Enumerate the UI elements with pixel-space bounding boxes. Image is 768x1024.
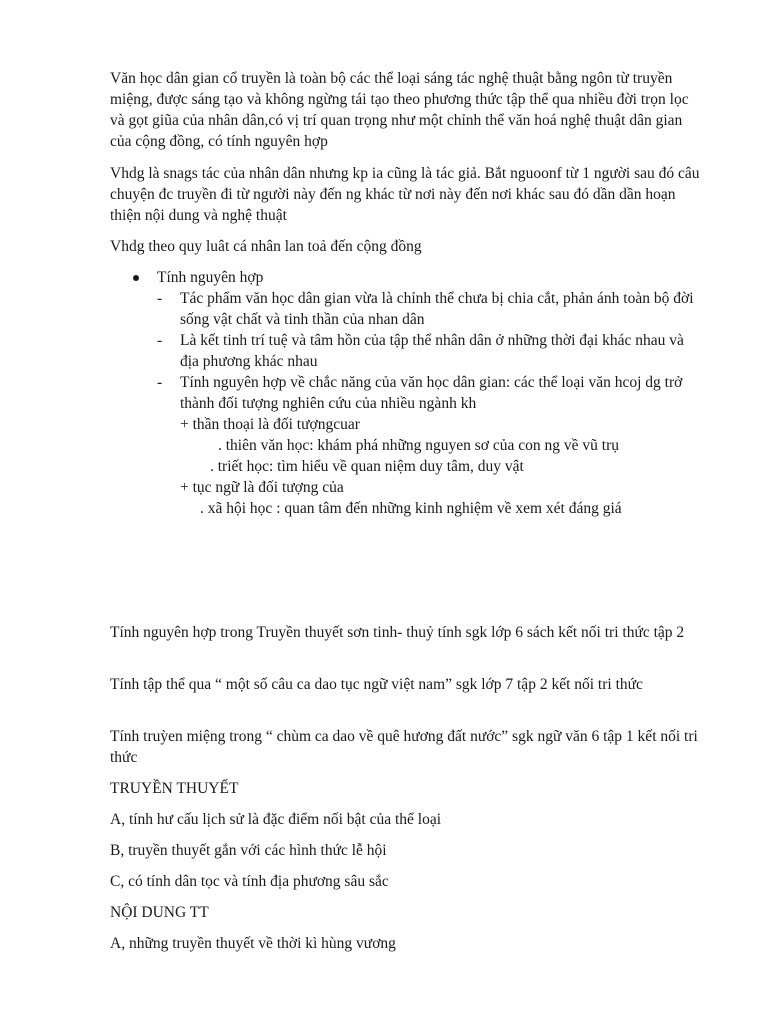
paragraph-spread: Vhdg theo quy luât cá nhân lan toả đến cộng đồng (110, 238, 422, 255)
dash-item-2: Là kết tinh trí tuệ và tâm hồn của tập thể nhân dân ở những thời đại khác nhau và địa phương khác nhau (180, 332, 684, 370)
heading-content: NỘI DUNG TT (110, 904, 209, 921)
paragraph-example-2: Tính tập thể qua “ một số câu ca dao tục ngữ việt nam” sgk lớp 7 tập 2 kết nối tri thức (110, 676, 643, 693)
dash-item-3: Tính nguyên hợp về chắc năng của văn học dân gian: các thể loại văn hcoj dg trở thành đối tượng nghiên cứu của nhiều ngành kh (180, 374, 683, 412)
bullet-icon (133, 275, 139, 281)
dash-marker: - (157, 374, 163, 391)
dash-marker: - (157, 332, 163, 349)
bullet-item-syncretism: Tính nguyên hợp (157, 269, 264, 286)
sub-item-proverb: + tục ngữ là đối tượng của (180, 479, 344, 496)
paragraph-example-1: Tính nguyên hợp trong Truyền thuyết sơn tinh- thuỷ tính sgk lớp 6 sách kết nối tri thức tập 2 (110, 624, 685, 641)
sub-sub-item-sociology: . xã hội học : quan tâm đến những kinh nghiệm về xem xét đáng giá (200, 500, 622, 517)
legend-item-b: B, truyền thuyết gắn với các hình thức lễ hội (110, 842, 387, 859)
sub-sub-item-philosophy: . triết học: tìm hiểu về quan niệm duy tâm, duy vật (210, 458, 524, 475)
paragraph-definition: Văn học dân gian cổ truyền là toàn bộ các thể loại sáng tác nghệ thuật bằng ngôn từ truyền miệng, được sáng tạo và không ngừng tái tạo theo phương thức tập thể qua nhiều đời trọn lọc và gọt giũa của nhân dân,có vị trí quan trọng như một chỉnh thể văn hoá nghệ thuật dân gian của cộng đồng, có tính nguyên hợp (110, 70, 689, 150)
legend-item-a: A, tính hư cấu lịch sử là đặc điểm nối bật của thể loại (110, 811, 442, 828)
content-item-a: A, những truyền thuyết về thời kì hùng vương (110, 935, 396, 952)
paragraph-example-3: Tính truỳen miệng trong “ chùm ca dao về quê hương đất nước” sgk ngữ văn 6 tập 1 kết nối tri thức (110, 728, 698, 766)
paragraph-authorship: Vhdg là snags tác của nhân dân nhưng kp ia cũng là tác giả. Bắt nguoonf từ 1 người sau đó câu chuyện đc truyền đi từ người này đến ng khác từ nơi này đến nơi khác sau đó dần dần hoạn thiện nội dung và nghệ thuật (110, 165, 700, 224)
legend-item-c: C, có tính dân tọc và tính địa phương sâu sắc (110, 873, 389, 890)
heading-legend: TRUYỀN THUYẾT (110, 780, 239, 797)
sub-item-myth: + thần thoại là đối tượngcuar (180, 416, 360, 433)
dash-item-1: Tác phẩm văn học dân gian vừa là chỉnh thể chưa bị chia cắt, phản ánh toàn bộ đời sống vật chất và tinh thần của nhan dân (180, 290, 694, 328)
sub-sub-item-astronomy: . thiên văn học: khám phá những nguyen sơ của con ng về vũ trụ (218, 437, 619, 454)
dash-marker: - (157, 290, 163, 307)
